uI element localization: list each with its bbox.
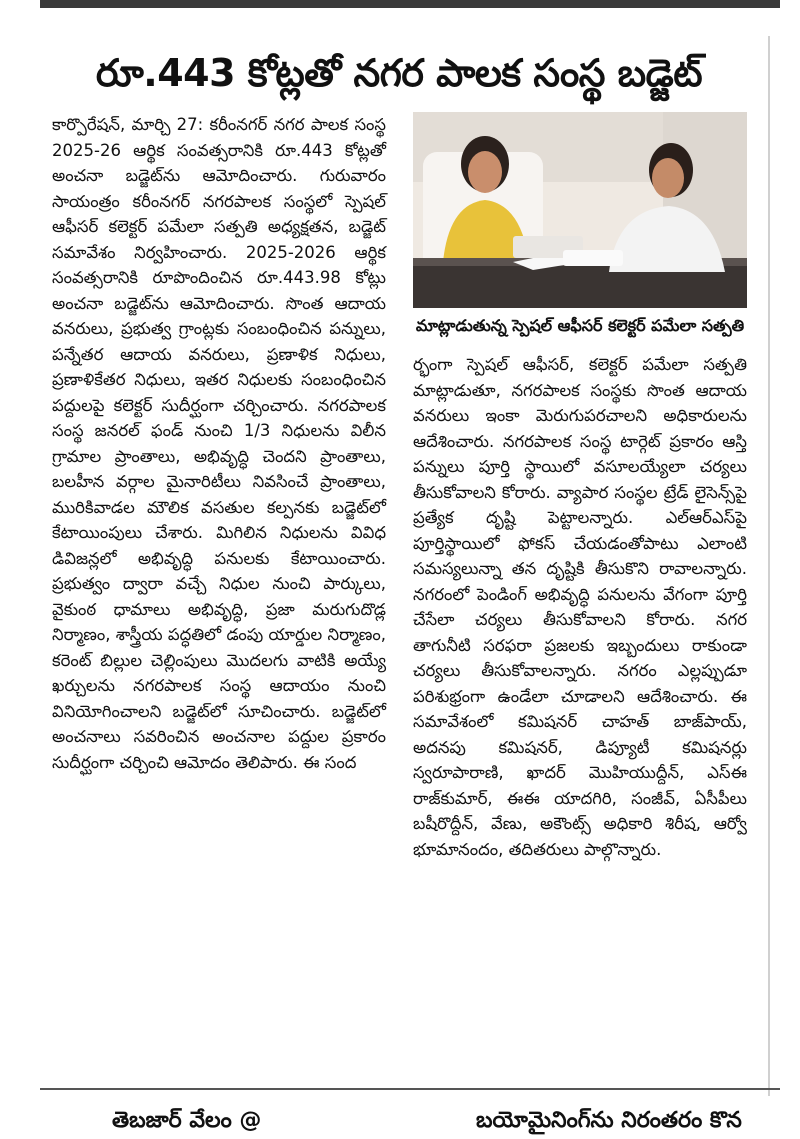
article-headline: రూ.443 కోట్లతో నగర పాలక సంస్థ బడ్జెట్ — [95, 51, 703, 95]
article-column-2: ర్భంగా స్పెషల్ ఆఫీసర్, కలెక్టర్ పమేలా సత్పతి మాట్లాడుతూ, నగరపాలక సంస్థకు సొంత ఆదాయ వనరులు ఇంకా మెరుగుపరచాలని అధికారులను ఆదేశించారు. నగరపాలక సంస్థ టార్గెట్ ప్రకారం ఆస్తి పన్నులు పూర్తి స్థాయిలో వసూలయ్యేలా చర్యలు తీసుకోవాలని కోరారు. వ్యాపార సంస్థల ట్రేడ్ లైసెన్స్‌పై ప్రత్యేక దృష్టి పెట్టాలన్నారు. ఎల్ఆర్ఎస్‌పై పూర్తిస్థాయిలో ఫోకస్ చేయడంతోపాటు ఎలాంటి సమస్యలున్నా తన దృష్టికి తీసుకొని రావాలన్నారు. నగరంలో పెండింగ్ అభివృద్ధి పనులను వేగంగా పూర్తి చేసేలా చర్యలు తీసుకోవాలని కోరారు. నగర తాగునీటి సరఫరా ప్రజలకు ఇబ్బందులు రాకుండా చర్యలు తీసుకోవాలన్నారు. నగరం ఎల్లప్పుడూ పరిశుభ్రంగా ఉండేలా చూడాలని ఆదేశించారు. ఈ సమావేశంలో కమిషనర్ చాహత్ బాజ్‌పాయ్, అదనపు కమిషనర్, డిప్యూటీ కమిషనర్లు స్వరూపారాణి, ఖాదర్ మొహియుద్దీన్, ఎస్ఈ రాజ్‌కుమార్, ఈఈ యాదగిరి, సంజీవ్, ఏసీపీలు బషీరొద్దీన్, వేణు, అకౌంట్స్ అధికారి శిరీష, ఆర్వో భూమానందం, తదితరులు పాల్గొన్నారు. — [413, 355, 747, 859]
article-photo — [413, 112, 747, 308]
top-rule — [40, 0, 780, 8]
meeting-photo — [413, 112, 747, 308]
next-headline-right: బయోమైనింగ్‌ను నిరంతరం కొన — [476, 1108, 742, 1133]
article-column-1: కార్పొరేషన్, మార్చి 27: కరీంనగర్ నగర పాలక సంస్థ 2025-26 ఆర్థిక సంవత్సరానికి రూ.443 కోట్లతో అంచనా బడ్జెట్‌ను ఆమోదించారు. గురువారం సాయంత్రం కరీంనగర్ నగరపాలక సంస్థలో స్పెషల్ ఆఫీసర్ కలెక్టర్ పమేలా సత్పతి అధ్యక్షతన, బడ్జెట్ సమావేశం నిర్వహించారు. 2025-2026 ఆర్థిక సంవత్సరానికి రూపొందించిన రూ.443.98 కోట్లు అంచనా బడ్జెట్‌ను ఆమోదించారు. సొంత ఆదాయ వనరులు, ప్రభుత్వ గ్రాంట్లకు సంబంధించిన పన్నులు, పన్నేతర ఆదాయ వనరులు, ప్రణాళిక నిధులు, ప్రణాళికేతర నిధులు, ఇతర నిధులకు సంబంధించిన పద్దులపై కలెక్టర్ సుదీర్ఘంగా చర్చించారు. నగరపాలక సంస్థ జనరల్ ఫండ్ నుంచి 1/3 నిధులను విలీన గ్రామాల ప్రాంతాలు, అభివృద్ధి చెందని ప్రాంతాలు, బలహీన వర్గాల మైనారిటీలు నివసించే ప్రాంతాలు, మురికివాడల మౌలిక వసతుల కల్పనకు బడ్జెట్‌లో కేటాయింపులు చేశారు. మిగిలిన నిధులను వివిధ డివిజన్లలో అభివృద్ధి పనులకు కేటాయించారు. ప్రభుత్వం ద్వారా వచ్చే నిధుల నుంచి పార్కులు, వైకుంఠ ధామాలు అభివృద్ధి, ప్రజా మరుగుదొడ్ల నిర్మాణం, శాస్త్రీయ పద్ధతిలో డంపు యార్డుల నిర్మాణం, కరెంట్ బిల్లుల చెల్లింపులు మొదలగు వాటికి అయ్యే ఖర్చులను నగరపాలక సంస్థ ఆదాయం నుంచి వినియోగించాలని బడ్జెట్‌లో సూచించారు. బడ్జెట్‌లో అంచనాలు సవరించిన అంచనాల పద్దుల ప్రకారం సుదీర్ఘంగా చర్చించి ఆమోదం తెలిపారు. ఈ సంద — [52, 115, 386, 772]
bottom-rule — [40, 1088, 780, 1090]
next-headline-left: తెబజార్ వేలం @ — [112, 1108, 262, 1133]
photo-caption: మాట్లాడుతున్న స్పెషల్ ఆఫీసర్ కలెక్టర్ పమేలా సత్పతి — [415, 316, 745, 335]
adjacent-article-edge — [784, 100, 800, 1000]
column-divider — [768, 36, 770, 1096]
